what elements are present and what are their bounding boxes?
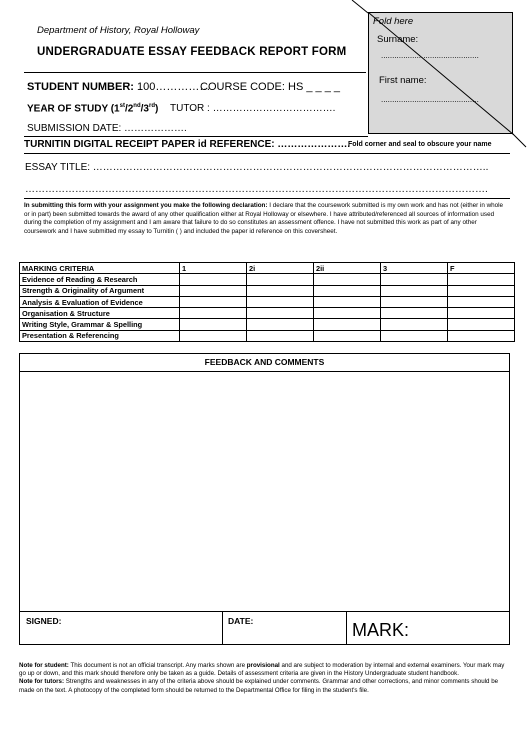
criterion-label: Organisation & Structure <box>20 308 180 319</box>
tutor-note-heading: Note for tutors: <box>19 678 65 686</box>
first-name-label: First name: <box>379 75 427 86</box>
year-end: ) <box>154 103 159 115</box>
student-number-field[interactable] <box>27 81 210 93</box>
tutor-field[interactable]: TUTOR : ………………………………. <box>170 103 336 114</box>
criterion-label: Strength & Originality of Argument <box>20 285 180 296</box>
grade-header-2ii: 2ii <box>314 263 381 274</box>
grade-cell[interactable] <box>381 308 448 319</box>
grade-header-1: 1 <box>180 263 247 274</box>
grade-cell[interactable] <box>314 319 381 330</box>
declaration-heading: In submitting this form with your assignment you make the following declaration: <box>24 202 268 209</box>
declaration-text: I declare that the coursework submitted is my own work and has not (either in whole or in part) been submitted towards the award of any other qualification either at Royal Holloway or elsewhere. I have attributed/referenced all sources of information used during the completion of my assignment and I am aware that failure to do so constitutes an assessment offence. I have not submitted this work as part of any other coursework and I have submitted my essay to Turnitin ( ) and included the paper id reference on this coversheet. <box>24 202 504 235</box>
declaration <box>24 202 509 236</box>
student-note <box>19 662 511 678</box>
grade-header-2i: 2i <box>247 263 314 274</box>
course-code-field[interactable]: COURSE CODE: HS _ _ _ _ <box>200 81 340 93</box>
grade-cell[interactable] <box>247 330 314 341</box>
grade-cell[interactable] <box>381 285 448 296</box>
grade-cell[interactable] <box>314 285 381 296</box>
essay-title-field[interactable]: ESSAY TITLE: ……………………………………………………………………………………………………….. <box>25 162 489 173</box>
feedback-bottom-rule <box>20 611 509 612</box>
tutor-note <box>19 678 511 694</box>
student-number-value[interactable]: 100…………… <box>137 81 211 93</box>
criteria-header-label: MARKING CRITERIA <box>20 263 180 274</box>
student-number-label: STUDENT NUMBER: <box>27 81 134 93</box>
grade-cell[interactable] <box>448 274 515 285</box>
fold-line-extension <box>348 0 368 14</box>
provisional-text: provisional <box>246 662 280 669</box>
table-row <box>20 330 515 341</box>
year-of-study-field[interactable] <box>27 103 158 114</box>
grade-cell[interactable] <box>448 285 515 296</box>
turnitin-rule <box>24 153 510 154</box>
criteria-header-row <box>20 263 515 274</box>
grade-cell[interactable] <box>180 285 247 296</box>
mark-label: MARK: <box>352 620 410 640</box>
grade-cell[interactable] <box>448 330 515 341</box>
first-name-field[interactable]: ............................................ <box>381 95 479 104</box>
date-divider <box>346 611 347 644</box>
essay-title-rule <box>24 198 510 199</box>
year-sup-2: nd <box>133 103 141 109</box>
date-label: DATE: <box>228 616 254 626</box>
grade-cell[interactable] <box>180 319 247 330</box>
grade-cell[interactable] <box>247 319 314 330</box>
year-mid-2: /3 <box>140 103 149 115</box>
grade-cell[interactable] <box>448 308 515 319</box>
fold-corner-box[interactable] <box>368 12 513 134</box>
form-title: UNDERGRADUATE ESSAY FEEDBACK REPORT FORM <box>37 46 347 58</box>
submission-date-field[interactable]: SUBMISSION DATE: ………………. <box>27 123 187 134</box>
department-name: Department of History, Royal Holloway <box>37 25 200 36</box>
grade-cell[interactable] <box>314 308 381 319</box>
turnitin-reference-field[interactable]: TURNITIN DIGITAL RECEIPT PAPER id REFERENCE: …………………. <box>24 139 351 150</box>
grade-header-3: 3 <box>381 263 448 274</box>
year-mid-1: /2 <box>124 103 134 115</box>
grade-cell[interactable] <box>448 319 515 330</box>
submission-rule <box>24 136 368 137</box>
grade-cell[interactable] <box>381 274 448 285</box>
fold-here-label: Fold here <box>373 16 414 27</box>
grade-cell[interactable] <box>381 330 448 341</box>
grade-cell[interactable] <box>314 330 381 341</box>
feedback-box[interactable] <box>19 353 510 645</box>
grade-cell[interactable] <box>180 308 247 319</box>
student-note-heading: Note for student: <box>19 662 69 669</box>
student-note-text-1: This document is not an official transcript. Any marks shown are <box>68 662 247 669</box>
year-label: YEAR OF STUDY (1 <box>27 103 120 115</box>
criterion-label: Presentation & Referencing <box>20 330 180 341</box>
grade-cell[interactable] <box>314 274 381 285</box>
grade-cell[interactable] <box>247 296 314 307</box>
fold-line-tail <box>512 133 530 151</box>
essay-title-line-2[interactable]: …………………………………………………………………………………………………………………………. <box>25 184 488 195</box>
criterion-label: Evidence of Reading & Research <box>20 274 180 285</box>
surname-field[interactable]: ............................................ <box>381 51 479 60</box>
grade-cell[interactable] <box>448 296 515 307</box>
criterion-label: Writing Style, Grammar & Spelling <box>20 319 180 330</box>
table-row <box>20 296 515 307</box>
table-row <box>20 308 515 319</box>
marking-criteria-table <box>19 262 515 342</box>
fold-seal-note: Fold corner and seal to obscure your name <box>348 141 492 148</box>
surname-label: Surname: <box>377 34 419 45</box>
student-note-text-2: and are subject to moderation by internal and external examiners. Your mark may go up or down, and this mark should therefore only be taken as a guide. Details of assessment criteria are given in the History Undergraduate student handbook. <box>19 662 505 678</box>
grade-cell[interactable] <box>180 274 247 285</box>
grade-cell[interactable] <box>247 308 314 319</box>
grade-header-f: F <box>448 263 515 274</box>
criterion-label: Analysis & Evaluation of Evidence <box>20 296 180 307</box>
grade-cell[interactable] <box>247 285 314 296</box>
table-row <box>20 285 515 296</box>
tutor-note-text: Strengths and weaknesses in any of the criteria above should be explained under comments. Grammar and other corrections, and minor comments should be made on the text. A photocopy of the completed form should be returned to the Departmental Office for filing in the student's file. <box>19 678 499 694</box>
grade-cell[interactable] <box>381 319 448 330</box>
table-row <box>20 274 515 285</box>
signed-label: SIGNED: <box>26 616 62 626</box>
grade-cell[interactable] <box>314 296 381 307</box>
title-rule <box>24 72 366 73</box>
grade-cell[interactable] <box>180 330 247 341</box>
table-row <box>20 319 515 330</box>
grade-cell[interactable] <box>381 296 448 307</box>
fold-diagonal-line <box>369 13 514 135</box>
grade-cell[interactable] <box>180 296 247 307</box>
notes-section <box>19 662 511 695</box>
year-sup-1: st <box>119 103 125 109</box>
grade-cell[interactable] <box>247 274 314 285</box>
signature-divider <box>222 611 223 644</box>
feedback-heading: FEEDBACK AND COMMENTS <box>20 354 509 372</box>
year-sup-3: rd <box>148 103 155 109</box>
